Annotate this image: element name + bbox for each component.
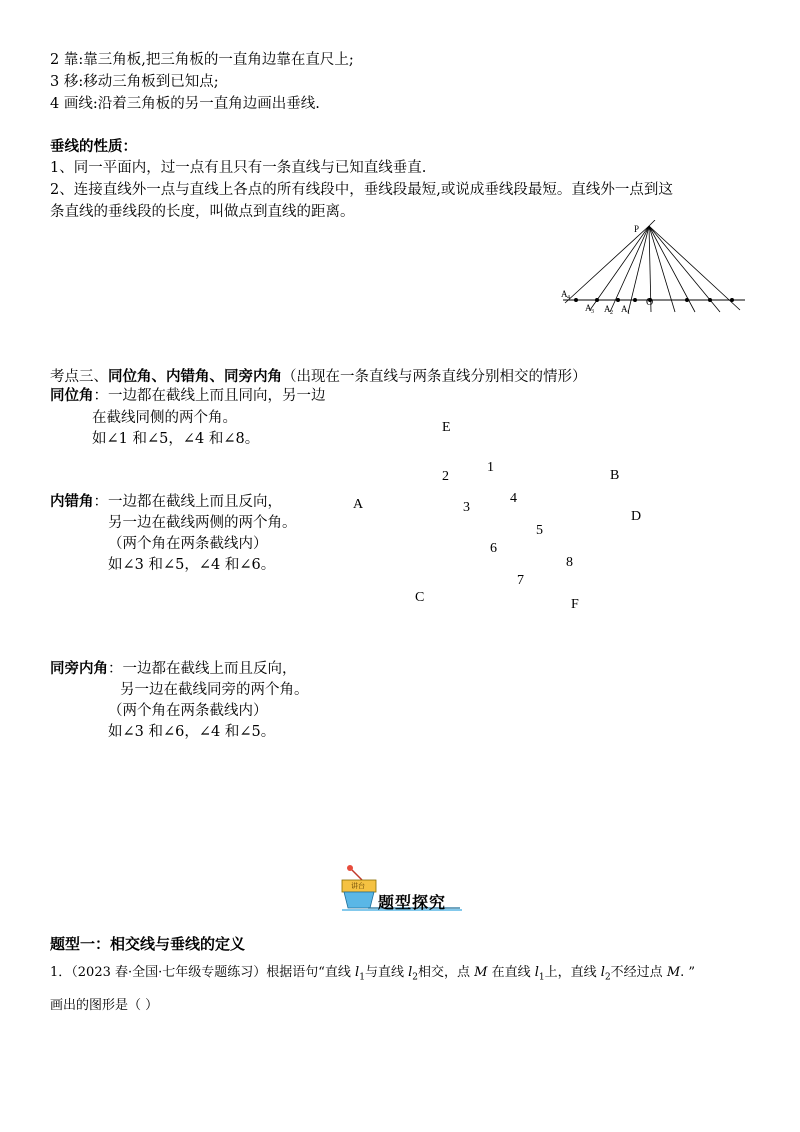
exercise-text-g: . ” [680,965,696,980]
tongwei-line-1 [50,386,326,407]
fig2-B: B [610,468,620,483]
exercise-text-c: 相交，点 [418,965,475,980]
exercise-text-b: 与直线 [364,965,409,980]
tongpang-label: 同旁内角 [50,661,108,677]
exercise-number: 1． [50,965,72,980]
neicuo-def-1: ：一边都在截线上而且反向， [93,494,282,510]
symbol-M: M [474,965,488,980]
fig2-8: 8 [566,555,573,570]
sub-3: 3 [591,309,594,315]
symbol-l1: l [355,965,360,980]
label-A4: A [561,289,568,299]
perpendicular-figure [555,220,755,320]
fig2-3: 3 [463,500,470,515]
exercise-text-a: 根据语句“直线 [266,965,356,980]
banner-title: 题型探究 [378,893,447,912]
exercise-text-d: 在直线 [487,965,535,980]
fig2-1: 1 [487,460,494,475]
neicuo-line-3: （两个角在两条截线内） [108,536,268,552]
step-3: 3 移:移动三角板到已知点; [50,74,219,90]
tongpang-example: 如∠3 和∠6，∠4 和∠5。 [108,724,276,740]
fig2-2: 2 [442,469,449,484]
section-title: 题型一：相交线与垂线的定义 [50,935,246,953]
fig2-A: A [353,497,364,512]
fig2-6: 6 [490,541,497,556]
section-banner [338,864,468,912]
neicuo-line-2: 另一边在截线两侧的两个角。 [108,515,297,531]
tongpang-line-1 [50,659,297,680]
fig2-E: E [442,420,451,435]
sub-1: 1 [627,310,630,316]
podium-text: 讲台 [351,882,365,890]
tongwei-label: 同位角 [50,388,94,404]
fig2-7: 7 [517,573,524,588]
fig2-C: C [415,590,425,605]
fig2-4: 4 [510,491,517,506]
exercise-1-line-2: 画出的图形是（ ） [50,998,159,1013]
tongwei-def-1: ：一边都在截线上而且同向，另一边 [93,388,326,404]
kaodian-title: 同位角、内错角、同旁内角 [108,368,282,385]
step-4: 4 画线:沿着三角板的另一直角边画出垂线. [50,96,320,112]
fig2-5: 5 [536,523,543,538]
exercise-text-f: 不经过点 [610,965,667,980]
exercise-source: （2023 春·全国·七年级专题练习） [71,965,267,980]
label-A2: A [604,304,611,314]
tongpang-def-1: ：一边都在截线上而且反向， [108,661,297,677]
neicuo-example: 如∠3 和∠5，∠4 和∠6。 [108,557,276,573]
symbol-l2-sub: 2 [412,972,418,983]
neicuo-label: 内错角 [50,494,94,510]
symbol-M2: M [666,965,681,980]
exercise-text-e: 上，直线 [544,965,601,980]
symbol-l1-sub: 1 [359,972,365,983]
symbol-l2: l [408,965,413,980]
tongwei-example: 如∠1 和∠5，∠4 和∠8。 [92,431,260,447]
exercise-1 [50,963,695,988]
properties-title: 垂线的性质： [50,139,137,155]
property-1: 1、同一平面内，过一点有且只有一条直线与已知直线垂直. [50,160,427,176]
tongwei-line-2: 在截线同侧的两个角。 [92,410,237,426]
neicuo-line-1 [50,492,282,513]
kaodian-line [50,366,587,388]
fig2-D: D [631,509,642,524]
symbol-l1b-sub: 1 [538,972,545,983]
label-A1: A [621,304,628,314]
tongpang-line-2: 另一边在截线同旁的两个角。 [120,682,309,698]
symbol-l2b-sub: 2 [604,972,611,983]
sub-4: 4 [567,295,570,301]
tongpang-line-3: （两个角在两条截线内） [108,703,268,719]
symbol-l1b: l [534,965,539,980]
label-A3: A [585,303,592,313]
label-O: O [646,297,654,308]
label-P: P [634,224,640,234]
kaodian-note: （出现在一条直线与两条直线分别相交的情形） [282,369,587,385]
step-2: 2 靠:靠三角板,把三角板的一直角边靠在直尺上; [50,52,354,68]
property-2-line-2: 条直线的垂线段的长度，叫做点到直线的距离。 [50,204,355,220]
kaodian-prefix: 考点三、 [50,369,108,385]
symbol-l2b: l [600,965,605,980]
sub-2: 2 [610,310,613,316]
property-2-line-1: 2、连接直线外一点与直线上各点的所有线段中，垂线段最短,或说成垂线段最短。直线外一点到这 [50,182,673,198]
fig2-F: F [571,597,579,612]
